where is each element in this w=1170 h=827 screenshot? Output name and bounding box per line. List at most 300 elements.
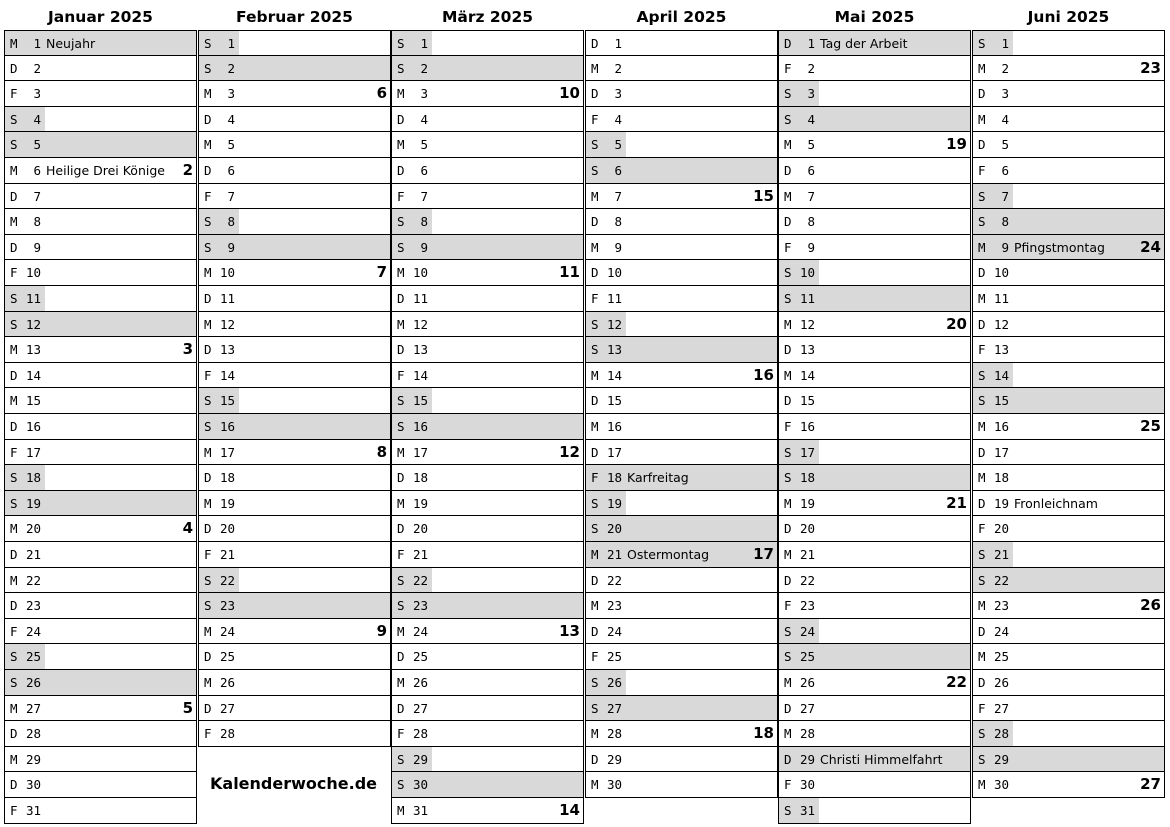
- day-number: 5: [1001, 137, 1009, 153]
- holiday-name: Fronleichnam: [1014, 495, 1098, 511]
- weekday-letter: D: [784, 751, 792, 767]
- day-row: [198, 132, 391, 158]
- week-number: 27: [1140, 775, 1161, 794]
- day-row: [585, 30, 778, 56]
- day-row: [972, 721, 1165, 747]
- day-number: 18: [993, 470, 1009, 486]
- day-number: 9: [614, 239, 622, 255]
- weekday-letter: S: [397, 777, 405, 793]
- day-number: 3: [33, 86, 41, 102]
- day-row: [391, 670, 584, 696]
- weekday-letter: S: [591, 495, 599, 511]
- day-number: 2: [227, 60, 235, 76]
- day-number: 1: [420, 36, 428, 51]
- weekday-letter: F: [784, 777, 792, 793]
- day-row: [391, 593, 584, 619]
- day-number: 18: [219, 470, 235, 486]
- day-number: 2: [420, 60, 428, 76]
- day-row: [778, 747, 971, 773]
- day-row: [778, 644, 971, 670]
- day-row: [391, 30, 584, 56]
- weekday-letter: S: [591, 137, 599, 153]
- day-number: 11: [219, 291, 235, 306]
- weekday-letter: D: [784, 214, 792, 230]
- day-row: [972, 516, 1165, 542]
- weekday-letter: M: [591, 547, 599, 562]
- weekday-letter: S: [978, 751, 986, 767]
- day-row: [778, 235, 971, 261]
- weekday-letter: S: [10, 137, 18, 153]
- day-number: 10: [412, 265, 428, 281]
- weekday-letter: D: [784, 521, 792, 537]
- day-row: [778, 363, 971, 389]
- weekday-letter: S: [204, 239, 212, 255]
- day-number: 16: [606, 419, 622, 434]
- day-row: [972, 388, 1165, 414]
- day-number: 28: [993, 726, 1009, 742]
- day-number: 16: [412, 419, 428, 434]
- day-row: [585, 184, 778, 210]
- day-row: [4, 158, 197, 184]
- day-row: [4, 798, 197, 824]
- weekday-letter: M: [204, 444, 212, 460]
- day-row: [391, 542, 584, 568]
- day-row: [585, 747, 778, 773]
- day-number: 19: [25, 495, 41, 511]
- day-row: [4, 542, 197, 568]
- weekday-letter: M: [784, 367, 792, 383]
- day-row: [4, 81, 197, 107]
- day-number: 31: [25, 803, 41, 818]
- weekday-letter: M: [10, 521, 18, 537]
- day-row: [972, 414, 1165, 440]
- day-row: [198, 644, 391, 670]
- day-row: [198, 158, 391, 184]
- weekday-letter: M: [978, 598, 986, 614]
- day-number: 26: [606, 675, 622, 690]
- month-title: Mai 2025: [834, 8, 915, 26]
- day-number: 21: [25, 547, 41, 562]
- day-number: 3: [1001, 86, 1009, 102]
- weekday-letter: S: [591, 700, 599, 716]
- day-number: 10: [799, 265, 815, 281]
- day-row: [778, 107, 971, 133]
- week-number: 10: [559, 84, 580, 103]
- day-number: 21: [219, 547, 235, 562]
- day-row: [198, 312, 391, 338]
- week-number: 14: [559, 801, 580, 819]
- day-number: 30: [606, 777, 622, 793]
- weekday-letter: S: [591, 521, 599, 537]
- weekday-letter: D: [591, 36, 599, 51]
- weekday-letter: M: [397, 495, 405, 511]
- day-number: 13: [219, 342, 235, 358]
- day-row: [4, 260, 197, 286]
- weekday-letter: D: [591, 444, 599, 460]
- weekday-letter: F: [978, 163, 986, 178]
- weekday-letter: M: [784, 675, 792, 690]
- weekday-letter: M: [978, 60, 986, 76]
- day-number: 16: [993, 419, 1009, 434]
- week-number: 21: [946, 493, 967, 512]
- day-row: [391, 516, 584, 542]
- day-number: 5: [33, 137, 41, 153]
- weekday-letter: D: [978, 623, 986, 639]
- weekday-letter: M: [10, 342, 18, 358]
- weekday-letter: F: [397, 726, 405, 742]
- day-number: 27: [606, 700, 622, 716]
- day-row: [585, 312, 778, 338]
- month-title: März 2025: [441, 8, 534, 26]
- day-row: [585, 337, 778, 363]
- day-row: [4, 568, 197, 594]
- day-number: 20: [993, 521, 1009, 537]
- weekday-letter: S: [204, 60, 212, 76]
- weekday-letter: M: [397, 86, 405, 102]
- day-number: 22: [606, 572, 622, 588]
- weekday-letter: S: [204, 598, 212, 614]
- day-number: 5: [807, 137, 815, 153]
- day-row: [4, 696, 197, 722]
- day-number: 27: [412, 700, 428, 716]
- day-number: 31: [799, 803, 815, 818]
- week-number: 4: [182, 519, 193, 538]
- day-row: [585, 696, 778, 722]
- day-number: 11: [606, 291, 622, 306]
- day-row: [778, 158, 971, 184]
- day-number: 29: [606, 751, 622, 767]
- day-number: 19: [799, 495, 815, 511]
- day-row: [585, 568, 778, 594]
- day-row: [585, 209, 778, 235]
- day-number: 2: [807, 60, 815, 76]
- day-number: 15: [799, 393, 815, 409]
- weekday-letter: S: [397, 214, 405, 230]
- day-row: [198, 30, 391, 56]
- week-number: 8: [376, 442, 387, 461]
- weekday-letter: M: [204, 495, 212, 511]
- day-number: 29: [993, 751, 1009, 767]
- week-number: 19: [946, 135, 967, 154]
- weekday-letter: F: [10, 86, 18, 102]
- day-row: [778, 593, 971, 619]
- day-row: [972, 644, 1165, 670]
- weekday-letter: F: [591, 470, 599, 486]
- day-number: 18: [799, 470, 815, 486]
- day-row: [778, 388, 971, 414]
- day-number: 26: [799, 675, 815, 690]
- day-row: [4, 670, 197, 696]
- day-number: 19: [993, 495, 1009, 511]
- weekday-letter: S: [397, 598, 405, 614]
- month-title: Januar 2025: [48, 8, 153, 26]
- weekday-letter: D: [204, 700, 212, 716]
- day-row: [4, 286, 197, 312]
- weekday-letter: D: [204, 470, 212, 486]
- day-row: [4, 516, 197, 542]
- day-row: [391, 209, 584, 235]
- weekday-letter: S: [591, 163, 599, 178]
- weekday-letter: M: [591, 188, 599, 204]
- weekday-letter: S: [397, 572, 405, 588]
- weekday-letter: F: [591, 111, 599, 127]
- weekday-letter: F: [397, 188, 405, 204]
- week-number: 5: [182, 698, 193, 717]
- weekday-letter: M: [10, 36, 18, 51]
- weekday-letter: F: [204, 726, 212, 742]
- week-number: 13: [559, 621, 580, 640]
- day-row: [972, 30, 1165, 56]
- weekday-letter: S: [978, 393, 986, 409]
- holiday-name: Karfreitag: [627, 470, 689, 486]
- day-row: [972, 56, 1165, 82]
- day-number: 17: [412, 444, 428, 460]
- day-row: [391, 388, 584, 414]
- weekday-letter: M: [397, 137, 405, 153]
- day-number: 7: [807, 188, 815, 204]
- day-number: 6: [420, 163, 428, 178]
- day-number: 17: [799, 444, 815, 460]
- weekday-letter: D: [204, 342, 212, 358]
- week-number: 9: [376, 621, 387, 640]
- day-number: 27: [25, 700, 41, 716]
- day-row: [778, 721, 971, 747]
- weekday-letter: F: [784, 239, 792, 255]
- day-row: [4, 209, 197, 235]
- day-row: [391, 132, 584, 158]
- day-number: 9: [807, 239, 815, 255]
- day-row: [972, 619, 1165, 645]
- day-row: [198, 56, 391, 82]
- day-number: 13: [25, 342, 41, 358]
- weekday-letter: D: [978, 444, 986, 460]
- weekday-letter: D: [204, 163, 212, 178]
- holiday-name: Tag der Arbeit: [820, 36, 908, 51]
- day-number: 9: [420, 239, 428, 255]
- day-number: 26: [219, 675, 235, 690]
- weekday-letter: S: [784, 265, 792, 281]
- weekday-letter: S: [10, 649, 18, 665]
- weekday-letter: S: [784, 444, 792, 460]
- day-number: 30: [799, 777, 815, 793]
- weekday-letter: M: [591, 777, 599, 793]
- brand-label: Kalenderwoche.de: [210, 774, 377, 793]
- day-number: 17: [25, 444, 41, 460]
- day-row: [585, 516, 778, 542]
- day-number: 7: [33, 188, 41, 204]
- day-number: 15: [606, 393, 622, 409]
- weekday-letter: F: [397, 547, 405, 562]
- weekday-letter: D: [978, 265, 986, 281]
- day-number: 13: [606, 342, 622, 358]
- day-number: 15: [412, 393, 428, 409]
- day-number: 8: [807, 214, 815, 230]
- day-row: [4, 388, 197, 414]
- day-number: 7: [614, 188, 622, 204]
- weekday-letter: M: [591, 60, 599, 76]
- day-row: [778, 209, 971, 235]
- weekday-letter: S: [10, 470, 18, 486]
- day-number: 25: [25, 649, 41, 665]
- day-number: 4: [420, 111, 428, 127]
- day-number: 15: [219, 393, 235, 409]
- day-row: [778, 312, 971, 338]
- weekday-letter: S: [978, 572, 986, 588]
- day-row: [585, 440, 778, 466]
- weekday-letter: D: [591, 214, 599, 230]
- weekday-letter: S: [784, 291, 792, 306]
- day-number: 27: [219, 700, 235, 716]
- weekday-letter: D: [204, 111, 212, 127]
- day-row: [972, 132, 1165, 158]
- day-number: 13: [993, 342, 1009, 358]
- day-row: [391, 81, 584, 107]
- day-number: 31: [412, 803, 428, 818]
- day-row: [4, 414, 197, 440]
- day-number: 4: [227, 111, 235, 127]
- day-number: 25: [219, 649, 235, 665]
- weekday-letter: F: [591, 649, 599, 665]
- day-number: 28: [25, 726, 41, 742]
- weekday-letter: S: [397, 751, 405, 767]
- day-number: 17: [993, 444, 1009, 460]
- weekday-letter: S: [397, 239, 405, 255]
- day-row: [4, 644, 197, 670]
- day-number: 1: [1001, 36, 1009, 51]
- day-number: 23: [219, 598, 235, 614]
- day-number: 9: [1001, 239, 1009, 255]
- day-row: [4, 772, 197, 798]
- day-number: 3: [807, 86, 815, 102]
- day-row: [778, 696, 971, 722]
- weekday-letter: F: [784, 60, 792, 76]
- weekday-letter: M: [10, 700, 18, 716]
- day-row: [585, 414, 778, 440]
- day-row: [972, 568, 1165, 594]
- day-number: 24: [993, 623, 1009, 639]
- day-number: 24: [606, 623, 622, 639]
- day-row: [972, 209, 1165, 235]
- day-number: 28: [412, 726, 428, 742]
- day-row: [972, 81, 1165, 107]
- day-row: [585, 593, 778, 619]
- day-row: [972, 542, 1165, 568]
- weekday-letter: F: [204, 188, 212, 204]
- day-row: [4, 721, 197, 747]
- weekday-letter: D: [978, 137, 986, 153]
- day-number: 6: [807, 163, 815, 178]
- weekday-letter: M: [397, 316, 405, 332]
- day-number: 11: [412, 291, 428, 306]
- weekday-letter: S: [978, 547, 986, 562]
- weekday-letter: M: [10, 393, 18, 409]
- weekday-letter: M: [978, 291, 986, 306]
- day-number: 1: [614, 36, 622, 51]
- day-row: [391, 107, 584, 133]
- day-number: 10: [606, 265, 622, 281]
- day-row: [391, 619, 584, 645]
- weekday-letter: M: [591, 419, 599, 434]
- weekday-letter: D: [591, 751, 599, 767]
- weekday-letter: D: [784, 36, 792, 51]
- weekday-letter: D: [10, 547, 18, 562]
- weekday-letter: D: [978, 675, 986, 690]
- weekday-letter: S: [784, 623, 792, 639]
- day-row: [4, 491, 197, 517]
- weekday-letter: S: [397, 393, 405, 409]
- day-number: 12: [219, 316, 235, 332]
- weekday-letter: S: [784, 111, 792, 127]
- weekday-letter: D: [591, 393, 599, 409]
- weekday-letter: M: [784, 726, 792, 742]
- day-row: [972, 440, 1165, 466]
- weekday-letter: M: [784, 495, 792, 511]
- weekday-letter: D: [397, 649, 405, 665]
- day-row: [391, 696, 584, 722]
- day-number: 18: [606, 470, 622, 486]
- day-number: 19: [219, 495, 235, 511]
- day-number: 1: [33, 36, 41, 51]
- day-row: [972, 670, 1165, 696]
- day-number: 4: [33, 111, 41, 127]
- day-row: [391, 286, 584, 312]
- day-number: 23: [25, 598, 41, 614]
- day-row: [391, 747, 584, 773]
- day-number: 28: [219, 726, 235, 742]
- day-row: [585, 56, 778, 82]
- day-number: 22: [219, 572, 235, 588]
- day-row: [391, 158, 584, 184]
- weekday-letter: D: [784, 700, 792, 716]
- weekday-letter: M: [204, 137, 212, 153]
- day-row: [778, 619, 971, 645]
- day-row: [585, 670, 778, 696]
- day-number: 28: [799, 726, 815, 742]
- weekday-letter: M: [784, 137, 792, 153]
- day-number: 18: [25, 470, 41, 486]
- holiday-name: Heilige Drei Könige: [46, 163, 165, 178]
- day-row: [778, 542, 971, 568]
- weekday-letter: S: [591, 342, 599, 358]
- day-number: 27: [993, 700, 1009, 716]
- weekday-letter: M: [397, 803, 405, 818]
- weekday-letter: S: [204, 419, 212, 434]
- day-row: [972, 593, 1165, 619]
- day-row: [4, 56, 197, 82]
- day-number: 20: [412, 521, 428, 537]
- weekday-letter: S: [397, 60, 405, 76]
- weekday-letter: M: [978, 239, 986, 255]
- weekday-letter: D: [784, 393, 792, 409]
- day-row: [198, 286, 391, 312]
- day-number: 15: [993, 393, 1009, 409]
- day-row: [198, 363, 391, 389]
- day-row: [198, 670, 391, 696]
- day-number: 10: [25, 265, 41, 281]
- day-row: [778, 286, 971, 312]
- day-row: [198, 184, 391, 210]
- weekday-letter: S: [10, 316, 18, 332]
- week-number: 16: [753, 365, 774, 384]
- weekday-letter: S: [591, 316, 599, 332]
- day-row: [198, 696, 391, 722]
- week-number: 18: [753, 724, 774, 743]
- weekday-letter: M: [10, 214, 18, 230]
- day-number: 5: [420, 137, 428, 153]
- day-row: [778, 56, 971, 82]
- day-number: 30: [412, 777, 428, 793]
- day-row: [198, 388, 391, 414]
